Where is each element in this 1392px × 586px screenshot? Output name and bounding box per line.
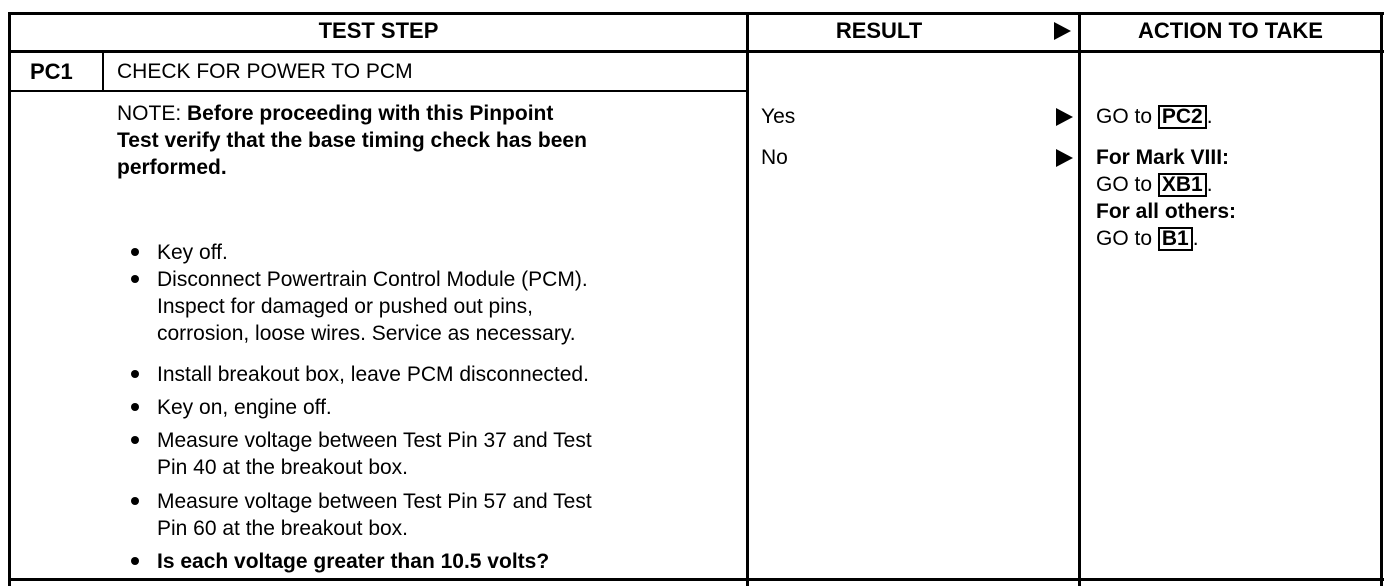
bullet-icon [131, 403, 139, 411]
table-right-border [1380, 12, 1383, 586]
bullet-icon [131, 497, 139, 505]
bullet-1-line-1: Key off. [157, 241, 228, 264]
action-mark-viii: For Mark VIII: [1096, 146, 1230, 169]
action-all-others: For all others: [1096, 200, 1237, 223]
bullet-4-line-1: Key on, engine off. [157, 396, 332, 419]
note-text-1: Before proceeding with this Pinpoint [187, 102, 554, 125]
action-go-to: GO to [1096, 105, 1153, 128]
ref-pc2[interactable]: PC2 [1158, 105, 1207, 129]
note-line-3: performed. [117, 156, 227, 179]
bullet-icon [131, 436, 139, 444]
bullet-icon [131, 275, 139, 283]
action-yes [1096, 104, 1213, 130]
header-test-step: TEST STEP [318, 18, 439, 43]
action-period: . [1192, 227, 1199, 250]
result-no-arrow-icon [1056, 149, 1073, 167]
header-arrow-icon [1054, 22, 1071, 40]
test-step-column-divider [746, 12, 749, 586]
result-yes-arrow-icon [1056, 108, 1073, 126]
action-period: . [1206, 105, 1213, 128]
header-bottom-border [8, 50, 1384, 53]
bullet-2-line-2: Inspect for damaged or pushed out pins, [157, 295, 533, 318]
action-xb1-line [1096, 172, 1213, 198]
step-title: CHECK FOR POWER TO PCM [117, 60, 413, 83]
step-id: PC1 [30, 59, 73, 84]
result-no: No [761, 146, 788, 169]
bullet-5-line-2: Pin 40 at the breakout box. [157, 456, 409, 479]
action-go-to: GO to [1096, 173, 1153, 196]
ref-b1[interactable]: B1 [1158, 227, 1193, 251]
action-go-to: GO to [1096, 227, 1153, 250]
bullet-6-line-2: Pin 60 at the breakout box. [157, 517, 409, 540]
result-column-divider [1078, 12, 1081, 586]
action-period: . [1206, 173, 1213, 196]
bullet-icon [131, 248, 139, 256]
bullet-2-line-1: Disconnect Powertrain Control Module (PCM). [157, 268, 588, 291]
bullet-icon [131, 557, 139, 565]
bullet-5-line-1: Measure voltage between Test Pin 37 and Test [157, 429, 592, 452]
header-action: ACTION TO TAKE [1138, 18, 1323, 43]
note-line-1 [117, 101, 553, 127]
result-yes: Yes [761, 105, 796, 128]
step-id-column-divider [102, 50, 104, 92]
note-line-2: Test verify that the base timing check has been [117, 129, 587, 152]
bullet-6-line-1: Measure voltage between Test Pin 57 and Test [157, 490, 592, 513]
table-bottom-border [8, 578, 1384, 581]
note-label: NOTE: [117, 102, 182, 125]
step-title-bottom-border [8, 90, 748, 92]
bullet-3-line-1: Install breakout box, leave PCM disconnected. [157, 363, 589, 386]
bullet-icon [131, 370, 139, 378]
bullet-7-line-1: Is each voltage greater than 10.5 volts? [157, 550, 550, 573]
bullet-2-line-3: corrosion, loose wires. Service as necessary. [157, 322, 576, 345]
action-b1-line [1096, 226, 1199, 252]
header-result: RESULT [835, 18, 923, 43]
table-left-border [8, 12, 11, 586]
ref-xb1[interactable]: XB1 [1158, 173, 1207, 197]
table-top-border [8, 12, 1384, 15]
